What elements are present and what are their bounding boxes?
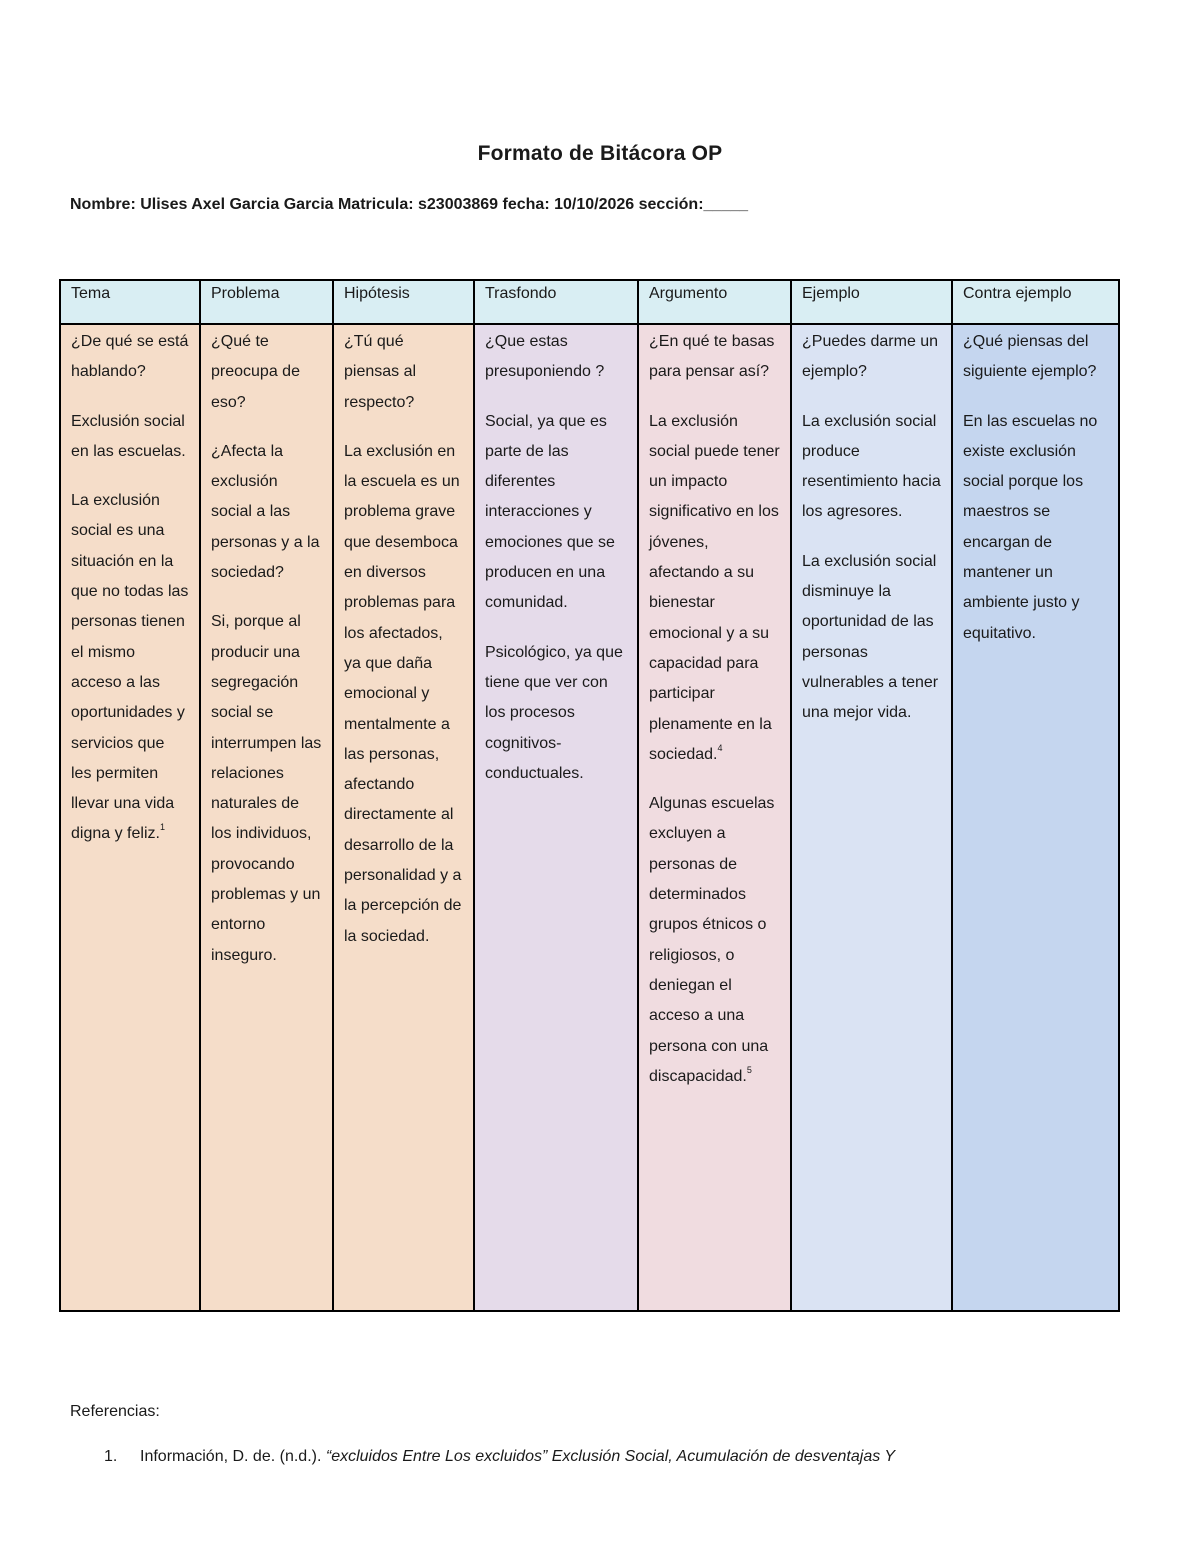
- paragraph-text: La exclusión social produce resentimiento hacia los agresores.: [802, 412, 941, 521]
- paragraph-text: ¿De qué se está hablando?: [71, 333, 189, 381]
- table-body-row: [60, 324, 1119, 1311]
- paragraph-text: ¿Que estas presuponiendo ?: [485, 333, 605, 381]
- footnote-marker: 1: [159, 822, 165, 833]
- paragraph-text: ¿Tú qué piensas al respecto?: [344, 333, 417, 411]
- column-header: Argumento: [638, 280, 791, 324]
- cell-paragraph: [485, 638, 627, 789]
- paragraph-text: En las escuelas no existe exclusión social porque los maestros se encargan de mantener un ambiente justo y equitativo.: [963, 412, 1098, 642]
- cell-paragraph: [71, 407, 189, 468]
- column-header: Trasfondo: [474, 280, 638, 324]
- student-info-line: Nombre: Ulises Axel Garcia Garcia Matricula: s23003869 fecha: 10/10/2026 sección:_____: [70, 196, 749, 213]
- column-cell: [333, 324, 474, 1311]
- footnote-marker: 4: [717, 742, 723, 753]
- references-heading: Referencias:: [70, 1403, 160, 1420]
- reference-item: [104, 1448, 895, 1466]
- cell-paragraph: [211, 437, 322, 588]
- reference-text: Información, D. de. (n.d.).: [140, 1448, 326, 1465]
- paragraph-text: ¿En qué te basas para pensar así?: [649, 333, 775, 381]
- footnote-marker: 5: [746, 1064, 752, 1075]
- cell-paragraph: [71, 486, 189, 850]
- paragraph-text: Exclusión social en las escuelas.: [71, 412, 186, 460]
- paragraph-text: ¿Qué te preocupa de eso?: [211, 333, 300, 411]
- paragraph-text: La exclusión social es una situación en la que no todas las personas tienen el mismo acceso a las oportunidades y servicios que les permiten llevar una vida digna y feliz.: [71, 492, 189, 843]
- paragraph-text: La exclusión en la escuela es un problema grave que desemboca en diversos problemas para los afectados, ya que daña emocional y mentalmente a las personas, afectando directamente al desarrollo de la personalidad y a la percepción de la sociedad.: [344, 442, 462, 945]
- paragraph-text: ¿Afecta la exclusión social a las personas y a la sociedad?: [211, 442, 320, 582]
- column-header: Hipótesis: [333, 280, 474, 324]
- column-cell: [791, 324, 952, 1311]
- cell-paragraph: [802, 407, 941, 528]
- cell-paragraph: [802, 327, 941, 388]
- cell-paragraph: [802, 547, 941, 729]
- column-header: Contra ejemplo: [952, 280, 1119, 324]
- cell-paragraph: [344, 327, 463, 418]
- cell-paragraph: [649, 407, 780, 771]
- paragraph-text: La exclusión social disminuye la oportunidad de las personas vulnerables a tener una mejor vida.: [802, 552, 939, 722]
- cell-paragraph: [211, 327, 322, 418]
- paragraph-text: ¿Qué piensas del siguiente ejemplo?: [963, 333, 1097, 381]
- column-cell: [638, 324, 791, 1311]
- reference-title: “excluidos Entre Los excluidos” Exclusión Social, Acumulación de desventajas Y: [325, 1448, 896, 1465]
- reference-number: 1.: [104, 1448, 118, 1465]
- column-header: Tema: [60, 280, 200, 324]
- cell-paragraph: [71, 327, 189, 388]
- paragraph-text: Algunas escuelas excluyen a personas de determinados grupos étnicos o religiosos, o deniegan el acceso a una persona con una discapacidad.: [649, 795, 775, 1085]
- paragraph-text: Si, porque al producir una segregación social se interrumpen las relaciones naturales de los individuos, provocando problemas y un entorno inseguro.: [211, 613, 322, 964]
- cell-paragraph: [649, 327, 780, 388]
- cell-paragraph: [344, 437, 463, 952]
- page-title: Formato de Bitácora OP: [477, 142, 723, 165]
- cell-paragraph: [649, 789, 780, 1092]
- column-cell: [200, 324, 333, 1311]
- log-table: [59, 279, 1120, 1312]
- table-header-row: [60, 280, 1119, 324]
- cell-paragraph: [963, 407, 1108, 649]
- column-cell: [60, 324, 200, 1311]
- paragraph-text: ¿Puedes darme un ejemplo?: [802, 333, 939, 381]
- column-header: Problema: [200, 280, 333, 324]
- cell-paragraph: [485, 327, 627, 388]
- cell-paragraph: [211, 607, 322, 971]
- cell-paragraph: [485, 407, 627, 619]
- column-header: Ejemplo: [791, 280, 952, 324]
- cell-paragraph: [963, 327, 1108, 388]
- column-cell: [474, 324, 638, 1311]
- column-cell: [952, 324, 1119, 1311]
- paragraph-text: La exclusión social puede tener un impacto significativo en los jóvenes, afectando a su bienestar emocional y a su capacidad para participar plenamente en la sociedad.: [649, 412, 780, 763]
- paragraph-text: Psicológico, ya que tiene que ver con los procesos cognitivos-conductuales.: [485, 643, 623, 782]
- paragraph-text: Social, ya que es parte de las diferentes interacciones y emociones que se producen en una comunidad.: [485, 412, 615, 612]
